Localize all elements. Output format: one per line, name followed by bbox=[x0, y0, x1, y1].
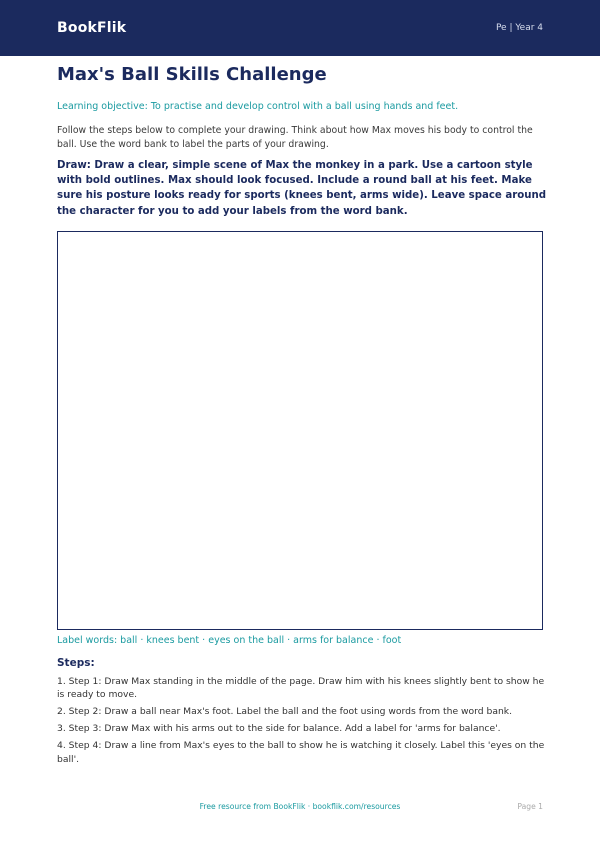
page-number: Page 1 bbox=[517, 802, 543, 811]
step-item: 3. Step 3: Draw Max with his arms out to the side for balance. Add a label for 'arms for balance'. bbox=[57, 723, 501, 735]
draw-instruction: Draw: Draw a clear, simple scene of Max the monkey in a park. Use a cartoon style with bold outlines. Max should look focused. Include a round ball at his feet. Make sure his posture looks ready for sports (knees bent, arms wide). Leave space around the character for you to add your labels from the word bank. bbox=[57, 160, 547, 217]
intro-text: Follow the steps below to complete your drawing. Think about how Max moves his body to control the ball. Use the word bank to label the parts of your drawing. bbox=[57, 125, 533, 150]
learning-objective: Learning objective: To practise and develop control with a ball using hands and feet. bbox=[57, 101, 459, 112]
steps-list bbox=[57, 675, 547, 770]
footer-link[interactable]: Free resource from BookFlik · bookflik.com/resources bbox=[199, 802, 401, 811]
drawing-area[interactable] bbox=[57, 231, 543, 630]
step-item: 2. Step 2: Draw a ball near Max's foot. Label the ball and the foot using words from the word bank. bbox=[57, 706, 513, 718]
step-item: 4. Step 4: Draw a line from Max's eyes to the ball to show he is watching it closely. Label this 'eyes on the ball'. bbox=[57, 740, 545, 765]
steps-heading: Steps: bbox=[57, 657, 95, 669]
brand-logo[interactable]: BookFlik bbox=[57, 20, 127, 36]
page-title: Max's Ball Skills Challenge bbox=[57, 64, 327, 85]
word-bank: Label words: ball · knees bent · eyes on the ball · arms for balance · foot bbox=[57, 635, 402, 646]
step-item: 1. Step 1: Draw Max standing in the middle of the page. Draw him with his knees slightly bent to show he is ready to move. bbox=[57, 676, 545, 701]
subject-year: Pe | Year 4 bbox=[495, 23, 543, 33]
header-bar bbox=[0, 0, 600, 56]
